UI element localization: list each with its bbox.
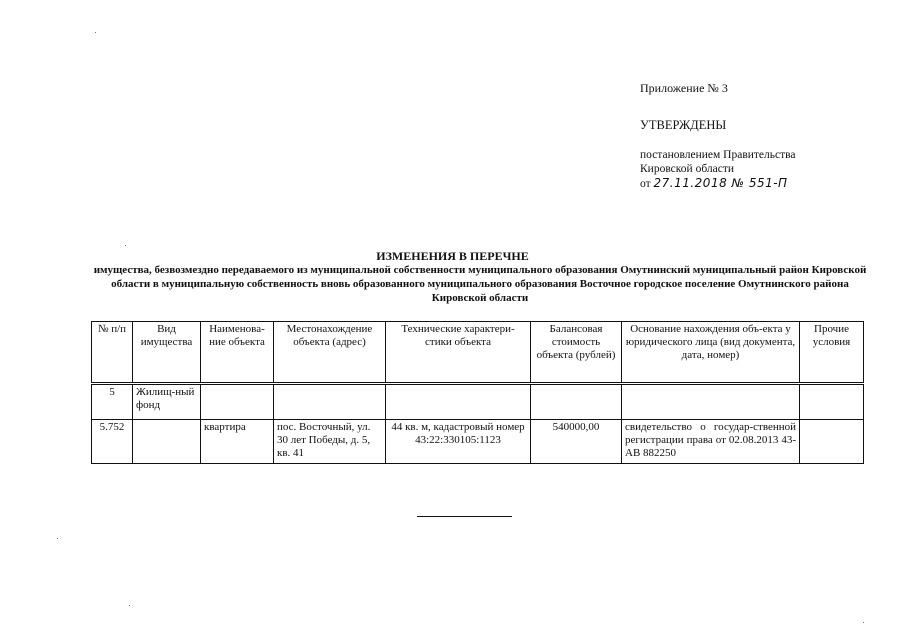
cell-number: 5.752 [92, 420, 133, 464]
cell-book-value: 540000,00 [531, 420, 622, 464]
decree-block [640, 148, 796, 191]
decree-line-3 [640, 176, 796, 191]
header-other-conditions: Прочие условия [800, 322, 864, 384]
table-row [92, 384, 864, 420]
cell-location: пос. Восточный, ул. 30 лет Победы, д. 5, кв. 41 [274, 420, 386, 464]
cell-basis [622, 384, 800, 420]
scan-speck [57, 538, 58, 539]
cell-property-type: Жилищ-ный фонд [133, 384, 201, 420]
header-number: № п/п [92, 322, 133, 384]
decree-prefix: от [640, 178, 651, 190]
appendix-label: Приложение № 3 [640, 81, 728, 95]
scan-speck [95, 32, 96, 33]
table-row [92, 420, 864, 464]
header-book-value: Балансовая стоимость объекта (рублей) [531, 322, 622, 384]
header-object-name: Наименова-ние объекта [201, 322, 274, 384]
cell-other-conditions [800, 384, 864, 420]
document-title: ИЗМЕНЕНИЯ В ПЕРЕЧНЕ [376, 249, 529, 263]
decree-handwritten-date-number: 27.11.2018 № 551-П [653, 176, 788, 190]
header-location: Местонахождение объекта (адрес) [274, 322, 386, 384]
table-header-row [92, 322, 864, 384]
decree-line-2: Кировской области [640, 163, 735, 175]
cell-object-name: квартира [201, 420, 274, 464]
cell-other-conditions [800, 420, 864, 464]
document-subtitle: имущества, безвозмездно передаваемого из муниципальной собственности муниципального образования Омутнинский муниципальный район Кировской области в муниципальную собственность вновь образованного муниципального образования Восточное городское поселение Омутнинского района Кировской области [93, 264, 867, 304]
header-technical-specs: Технические характери-стики объекта [386, 322, 531, 384]
cell-number: 5 [92, 384, 133, 420]
scan-speck [129, 605, 130, 606]
cell-technical-specs: 44 кв. м, кадастровый номер 43:22:330105:1123 [386, 420, 531, 464]
cell-property-type [133, 420, 201, 464]
cell-book-value [531, 384, 622, 420]
closing-rule [417, 516, 512, 517]
decree-line-1: постановлением Правительства [640, 149, 796, 161]
scan-speck [125, 245, 126, 246]
cell-location [274, 384, 386, 420]
property-table [91, 321, 864, 464]
approved-label: УТВЕРЖДЕНЫ [640, 118, 727, 132]
scan-speck [863, 622, 864, 623]
cell-basis: свидетельство о государ-ственной регистрации права от 02.08.2013 43-АВ 882250 [622, 420, 800, 464]
cell-technical-specs [386, 384, 531, 420]
header-basis: Основание нахождения объ-екта у юридического лица (вид документа, дата, номер) [622, 322, 800, 384]
header-property-type: Вид имущества [133, 322, 201, 384]
cell-object-name [201, 384, 274, 420]
